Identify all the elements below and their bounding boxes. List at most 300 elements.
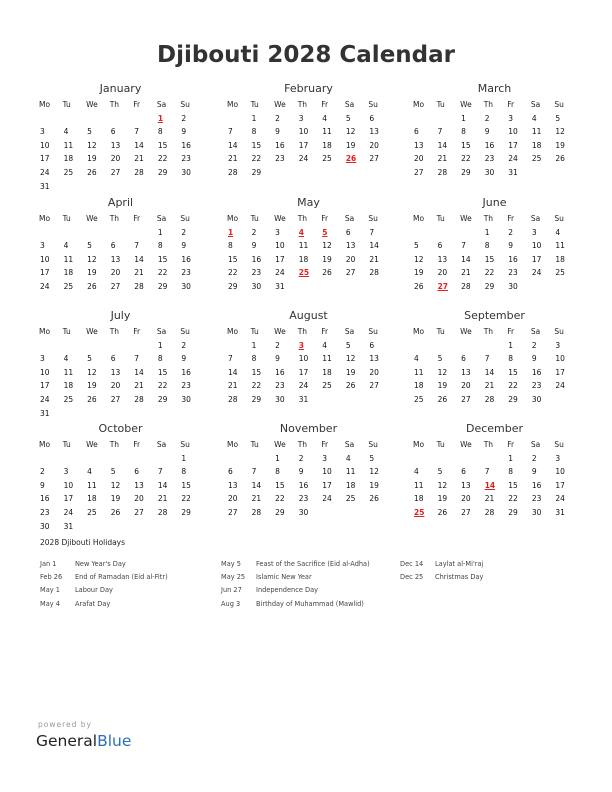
week-row [412,152,577,166]
weekday-label: Th [297,440,308,449]
empty-cell [38,226,62,240]
month-name: December [465,422,524,435]
day-cell: 7 [134,127,140,137]
day-cell: 26 [369,494,379,504]
day-cell: 17 [275,254,285,264]
weekday-label: Fr [133,214,141,223]
day-cell: 14 [484,480,496,490]
day-cell: 15 [157,254,168,264]
day-cell: 6 [110,241,116,251]
weekday-label: We [460,100,472,109]
day-cell: 10 [555,467,565,477]
logo-general: General [36,732,98,750]
weekday-label: Sa [344,100,355,109]
day-cell: 7 [134,241,140,251]
empty-cell [344,166,368,180]
weekday-label: Mo [227,327,239,336]
empty-cell [412,112,436,126]
day-cell: 22 [461,154,471,164]
day-cell: 11 [322,354,332,364]
empty-cell [85,339,109,353]
day-cell: 1 [484,227,490,237]
day-cell: 25 [87,507,97,517]
day-cell: 25 [345,494,356,504]
empty-cell [367,393,391,407]
empty-cell [85,452,109,466]
day-cell: 16 [275,140,285,150]
weekday-label: Sa [156,440,167,449]
day-cell: 12 [345,127,356,137]
day-cell: 31 [40,408,50,418]
month-may [226,196,391,294]
month-november [226,422,391,520]
week-row [412,452,577,466]
day-cell: 12 [110,480,121,490]
day-cell: 10 [322,467,332,477]
weekday-header [412,325,577,339]
day-cell: 14 [134,254,144,264]
day-cell: 17 [40,381,50,391]
day-cell: 27 [345,268,356,278]
day-cell: 18 [63,381,74,391]
day-cell: 21 [484,494,495,504]
weekday-label: Sa [530,214,541,223]
day-cell: 10 [298,127,309,137]
day-cell: 9 [275,354,280,364]
week-row [38,125,203,139]
day-cell: 12 [87,367,97,377]
day-cell: 29 [228,281,238,291]
empty-cell [132,112,156,126]
day-cell: 4 [63,241,69,251]
day-cell: 29 [157,281,168,291]
day-cell: 19 [345,140,356,150]
weekday-label: We [86,440,98,449]
day-cell: 28 [134,394,144,404]
day-cell: 12 [87,254,97,264]
week-row [226,352,391,366]
day-cell: 28 [369,268,379,278]
week-row [412,226,577,240]
weekday-label: Fr [321,440,329,449]
weekday-header [38,98,203,112]
day-cell: 4 [345,453,351,463]
weekday-label: Mo [39,440,51,449]
day-cell: 29 [251,394,262,404]
weekday-label: Sa [344,327,355,336]
day-cell: 29 [484,281,495,291]
day-cell: 10 [40,254,50,264]
day-cell: 18 [63,154,74,164]
day-cell: 20 [110,268,121,278]
weekday-label: Mo [39,327,51,336]
week-row [412,492,577,506]
empty-cell [436,452,460,466]
empty-cell [553,166,577,180]
empty-cell [530,280,554,294]
day-cell: 27 [461,507,471,517]
day-cell: 2 [181,227,187,237]
day-cell: 26 [87,394,97,404]
week-row [226,339,391,353]
day-cell: 6 [110,354,116,364]
week-row [38,452,203,466]
day-cell: 24 [298,154,309,164]
day-cell: 9 [531,354,537,364]
weekday-label: Th [109,440,120,449]
week-row [38,492,203,506]
day-cell: 5 [322,227,328,237]
month-september [412,309,577,407]
empty-cell [109,112,133,126]
weekday-label: Tu [250,440,259,449]
day-cell: 6 [345,227,351,237]
holiday-date: May 5 [221,560,241,568]
empty-cell [320,393,344,407]
day-cell: 26 [110,507,121,517]
weekday-label: Sa [530,100,541,109]
day-cell: 3 [298,340,304,350]
holiday-name: Arafat Day [75,599,111,608]
day-cell: 11 [345,467,356,477]
day-cell: 26 [345,154,357,164]
holiday-name: Islamic New Year [256,573,312,582]
day-cell: 28 [228,394,238,404]
day-cell: 11 [87,480,97,490]
empty-cell [85,520,109,534]
day-cell: 2 [298,453,304,463]
day-cell: 4 [555,227,561,237]
day-cell: 16 [181,254,191,264]
empty-cell [156,520,180,534]
day-cell: 30 [181,167,191,177]
month-name: November [279,422,338,435]
weekday-label: Sa [156,327,167,336]
holiday-date: Dec 14 [400,560,424,568]
day-cell: 4 [63,127,69,137]
holiday-item [221,558,370,571]
weekday-label: Tu [62,100,71,109]
day-cell: 17 [40,154,50,164]
day-cell: 17 [322,480,332,490]
month-name: October [98,422,143,435]
day-cell: 7 [228,354,233,364]
weekday-label: We [460,327,472,336]
day-cell: 26 [87,281,97,291]
day-cell: 23 [531,381,542,391]
day-cell: 31 [275,281,285,291]
day-cell: 18 [322,140,332,150]
day-cell: 6 [414,127,419,137]
weekday-label: Su [554,327,564,336]
month-july [38,309,203,420]
day-cell: 24 [508,154,518,164]
day-cell: 15 [508,480,518,490]
empty-cell [553,393,577,407]
day-cell: 4 [63,354,69,364]
day-cell: 15 [181,480,191,490]
day-cell: 29 [157,167,168,177]
day-cell: 24 [322,494,332,504]
month-name: March [477,82,512,95]
empty-cell [156,407,180,421]
holiday-name: New Year's Day [75,560,126,568]
holiday-item [400,571,483,584]
day-cell: 25 [414,394,424,404]
weekday-label: Mo [227,440,239,449]
day-cell: 15 [251,367,262,377]
empty-cell [109,407,133,421]
week-row [38,479,203,493]
day-cell: 1 [251,113,257,123]
day-cell: 20 [345,254,356,264]
day-cell: 30 [251,281,262,291]
day-cell: 13 [110,140,121,150]
day-cell: 15 [508,367,518,377]
month-march [412,82,577,180]
weekday-header [38,438,203,452]
day-cell: 3 [298,113,304,123]
week-row [38,280,203,294]
week-row [412,465,577,479]
day-cell: 20 [369,367,379,377]
day-cell: 1 [508,340,514,350]
day-cell: 16 [531,367,542,377]
empty-cell [273,166,297,180]
week-row [412,352,577,366]
day-cell: 17 [555,480,565,490]
day-cell: 19 [87,154,97,164]
day-cell: 9 [508,241,514,251]
holiday-item [221,598,370,611]
empty-cell [85,112,109,126]
day-cell: 3 [275,227,280,237]
weekday-label: Su [180,327,190,336]
day-cell: 6 [461,467,466,477]
weekday-label: We [274,214,286,223]
day-cell: 7 [369,227,375,237]
empty-cell [367,506,391,520]
day-cell: 31 [40,181,50,191]
day-cell: 14 [461,254,471,264]
weekday-label: Su [554,100,564,109]
day-cell: 23 [275,381,285,391]
empty-cell [320,166,344,180]
day-cell: 17 [298,140,309,150]
day-cell: 3 [555,453,561,463]
holiday-item [40,598,168,611]
page-title: Djibouti 2028 Calendar [157,42,455,68]
day-cell: 4 [322,340,328,350]
day-cell: 18 [63,268,74,278]
empty-cell [297,166,321,180]
day-cell: 11 [531,127,542,137]
day-cell: 30 [531,507,542,517]
day-cell: 7 [157,467,163,477]
day-cell: 23 [181,381,191,391]
empty-cell [483,452,507,466]
day-cell: 9 [251,241,257,251]
week-row [226,253,391,267]
day-cell: 13 [134,480,144,490]
day-cell: 23 [251,268,262,278]
day-cell: 15 [275,480,285,490]
day-cell: 21 [251,494,262,504]
empty-cell [344,506,368,520]
day-cell: 20 [369,140,379,150]
empty-cell [459,339,483,353]
day-cell: 18 [414,381,424,391]
day-cell: 13 [437,254,448,264]
weekday-label: Tu [62,214,71,223]
empty-cell [179,520,203,534]
day-cell: 23 [484,154,495,164]
day-cell: 17 [63,494,74,504]
day-cell: 6 [134,467,140,477]
day-cell: 10 [40,140,50,150]
generalblue-logo[interactable] [36,732,131,750]
day-cell: 25 [531,154,542,164]
day-cell: 6 [228,467,233,477]
day-cell: 21 [134,381,144,391]
day-cell: 19 [345,367,356,377]
day-cell: 18 [414,494,424,504]
week-row [226,479,391,493]
day-cell: 25 [63,281,74,291]
week-row [226,239,391,253]
day-cell: 2 [275,113,280,123]
empty-cell [109,226,133,240]
day-cell: 14 [157,480,168,490]
day-cell: 11 [414,480,424,490]
weekday-header [226,212,391,226]
day-cell: 13 [461,480,471,490]
day-cell: 27 [134,507,144,517]
weekday-label: We [86,214,98,223]
day-cell: 13 [345,241,356,251]
day-cell: 28 [157,507,168,517]
day-cell: 5 [555,113,561,123]
weekday-label: Fr [321,214,329,223]
day-cell: 20 [461,494,471,504]
day-cell: 14 [134,140,144,150]
day-cell: 29 [461,167,471,177]
week-row [38,520,203,534]
holiday-name: Birthday of Muhammad (Mawlid) [256,599,364,608]
weekday-label: Tu [436,100,445,109]
day-cell: 4 [531,113,537,123]
day-cell: 23 [275,154,285,164]
month-january [38,82,203,193]
day-cell: 28 [134,167,144,177]
day-cell: 26 [555,154,565,164]
day-cell: 7 [437,127,443,137]
week-row [226,112,391,126]
holiday-item [40,558,168,571]
weekday-header [38,212,203,226]
day-cell: 7 [228,127,233,137]
holiday-column [40,558,168,611]
empty-cell [436,112,460,126]
holiday-name: Labour Day [75,586,113,595]
day-cell: 16 [531,480,542,490]
day-cell: 15 [157,140,168,150]
day-cell: 12 [555,127,565,137]
week-row [412,479,577,493]
month-name: September [464,309,525,322]
week-row [38,379,203,393]
day-cell: 2 [275,340,280,350]
day-cell: 25 [555,268,565,278]
day-cell: 5 [110,467,116,477]
month-name: July [110,309,131,322]
weekday-label: We [274,440,286,449]
day-cell: 27 [461,394,471,404]
day-cell: 25 [322,154,332,164]
week-row [412,266,577,280]
weekday-label: Th [483,214,494,223]
day-cell: 13 [461,367,471,377]
day-cell: 6 [437,241,443,251]
day-cell: 14 [134,367,144,377]
empty-cell [109,452,133,466]
day-cell: 31 [555,507,565,517]
day-cell: 8 [251,354,257,364]
day-cell: 14 [228,367,238,377]
day-cell: 1 [275,453,280,463]
week-row [38,226,203,240]
day-cell: 10 [275,241,285,251]
day-cell: 22 [251,154,262,164]
weekday-label: Fr [133,327,141,336]
empty-cell [109,520,133,534]
empty-cell [367,280,391,294]
day-cell: 19 [414,268,424,278]
day-cell: 22 [228,268,238,278]
day-cell: 3 [40,127,45,137]
holiday-item [221,584,370,597]
weekday-label: Fr [321,100,329,109]
day-cell: 28 [484,507,495,517]
day-cell: 23 [181,268,191,278]
weekday-label: Sa [344,440,355,449]
weekday-header [412,98,577,112]
day-cell: 9 [275,127,280,137]
day-cell: 14 [251,480,262,490]
empty-cell [132,339,156,353]
day-cell: 19 [437,381,448,391]
week-row [412,139,577,153]
day-cell: 24 [531,268,542,278]
day-cell: 8 [181,467,187,477]
powered-by-label: powered by [38,720,92,729]
weekday-header [412,438,577,452]
day-cell: 15 [157,367,168,377]
month-name: June [482,196,507,209]
weekday-label: Su [180,100,190,109]
day-cell: 11 [555,241,565,251]
weekday-label: Sa [156,100,167,109]
holiday-date: May 4 [40,599,60,608]
day-cell: 20 [134,494,144,504]
empty-cell [132,452,156,466]
day-cell: 13 [110,254,121,264]
holiday-column [221,558,370,611]
day-cell: 17 [40,268,50,278]
day-cell: 30 [531,394,542,404]
day-cell: 11 [298,241,309,251]
holiday-name: Christmas Day [435,573,484,582]
